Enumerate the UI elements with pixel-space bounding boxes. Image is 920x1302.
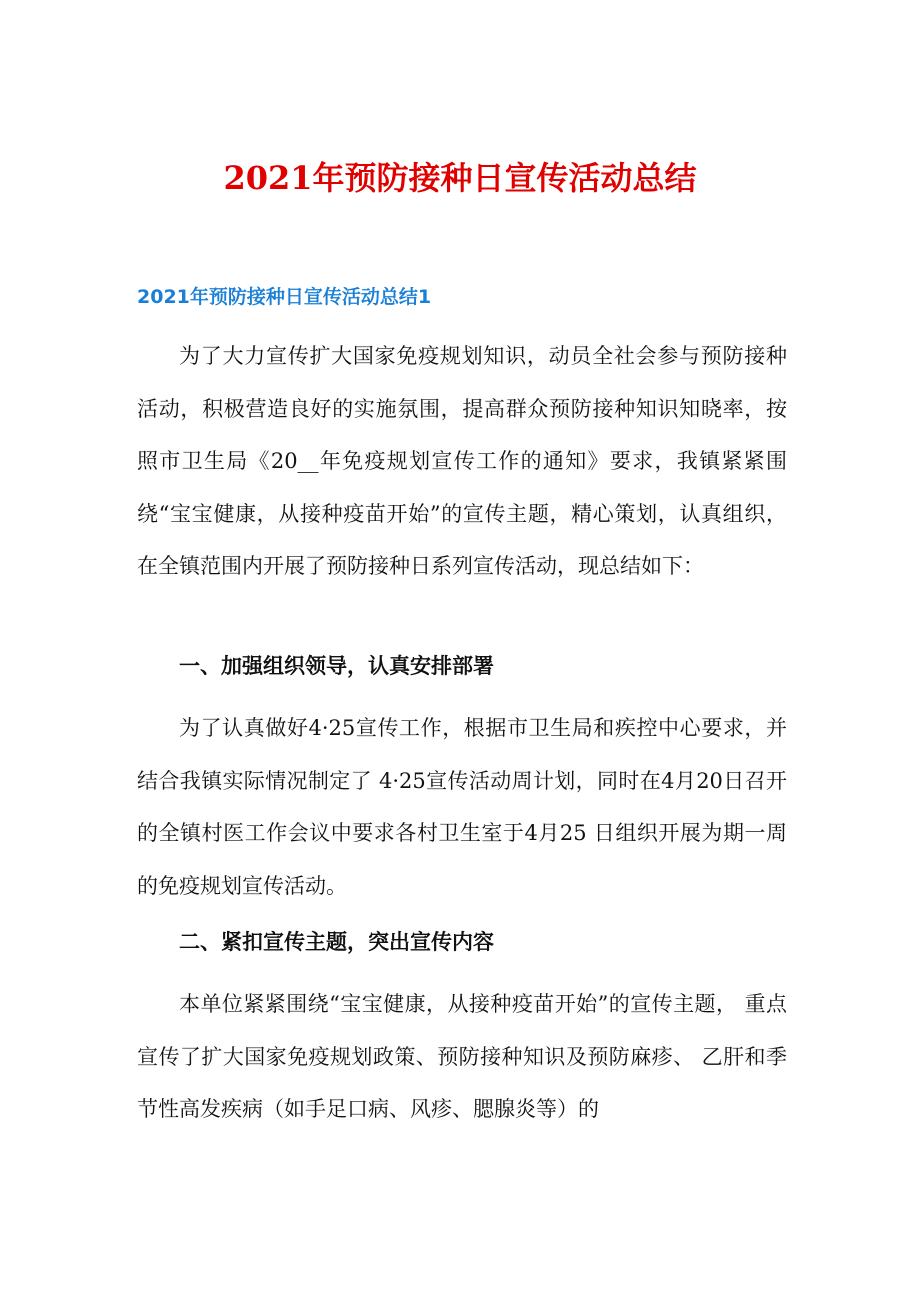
document-subtitle: 2021年预防接种日宣传活动总结1 <box>137 286 432 308</box>
section-heading-1: 一、加强组织领导，认真安排部署 <box>179 653 494 678</box>
body-paragraph-3: 本单位紧紧围绕“宝宝健康，从接种疫苗开始”的宣传主题， 重点宣传了扩大国家免疫规划政策、预防接种知识及预防麻疹、 乙肝和季节性高发疾病（如手足口病、风疹、腮腺炎等）的 <box>137 992 787 1121</box>
body-paragraph-2: 为了认真做好4·25宣传工作，根据市卫生局和疾控中心要求，并结合我镇实际情况制定了 4·25宣传活动周计划，同时在4月20日召开的全镇村医工作会议中要求各村卫生室于4月25 日组织开展为期一周的免疫规划宣传活动。 <box>137 716 787 898</box>
section-heading-2: 二、紧扣宣传主题，突出宣传内容 <box>179 929 494 954</box>
body-paragraph-1: 为了大力宣传扩大国家免疫规划知识，动员全社会参与预防接种活动，积极营造良好的实施氛围，提高群众预防接种知识知晓率，按照市卫生局《20__年免疫规划宣传工作的通知》要求，我镇紧紧围绕“宝宝健康，从接种疫苗开始”的宣传主题，精心策划，认真组织，在全镇范围内开展了预防接种日系列宣传活动，现总结如下： <box>137 344 787 578</box>
document-title: 2021年预防接种日宣传活动总结 <box>223 159 697 197</box>
